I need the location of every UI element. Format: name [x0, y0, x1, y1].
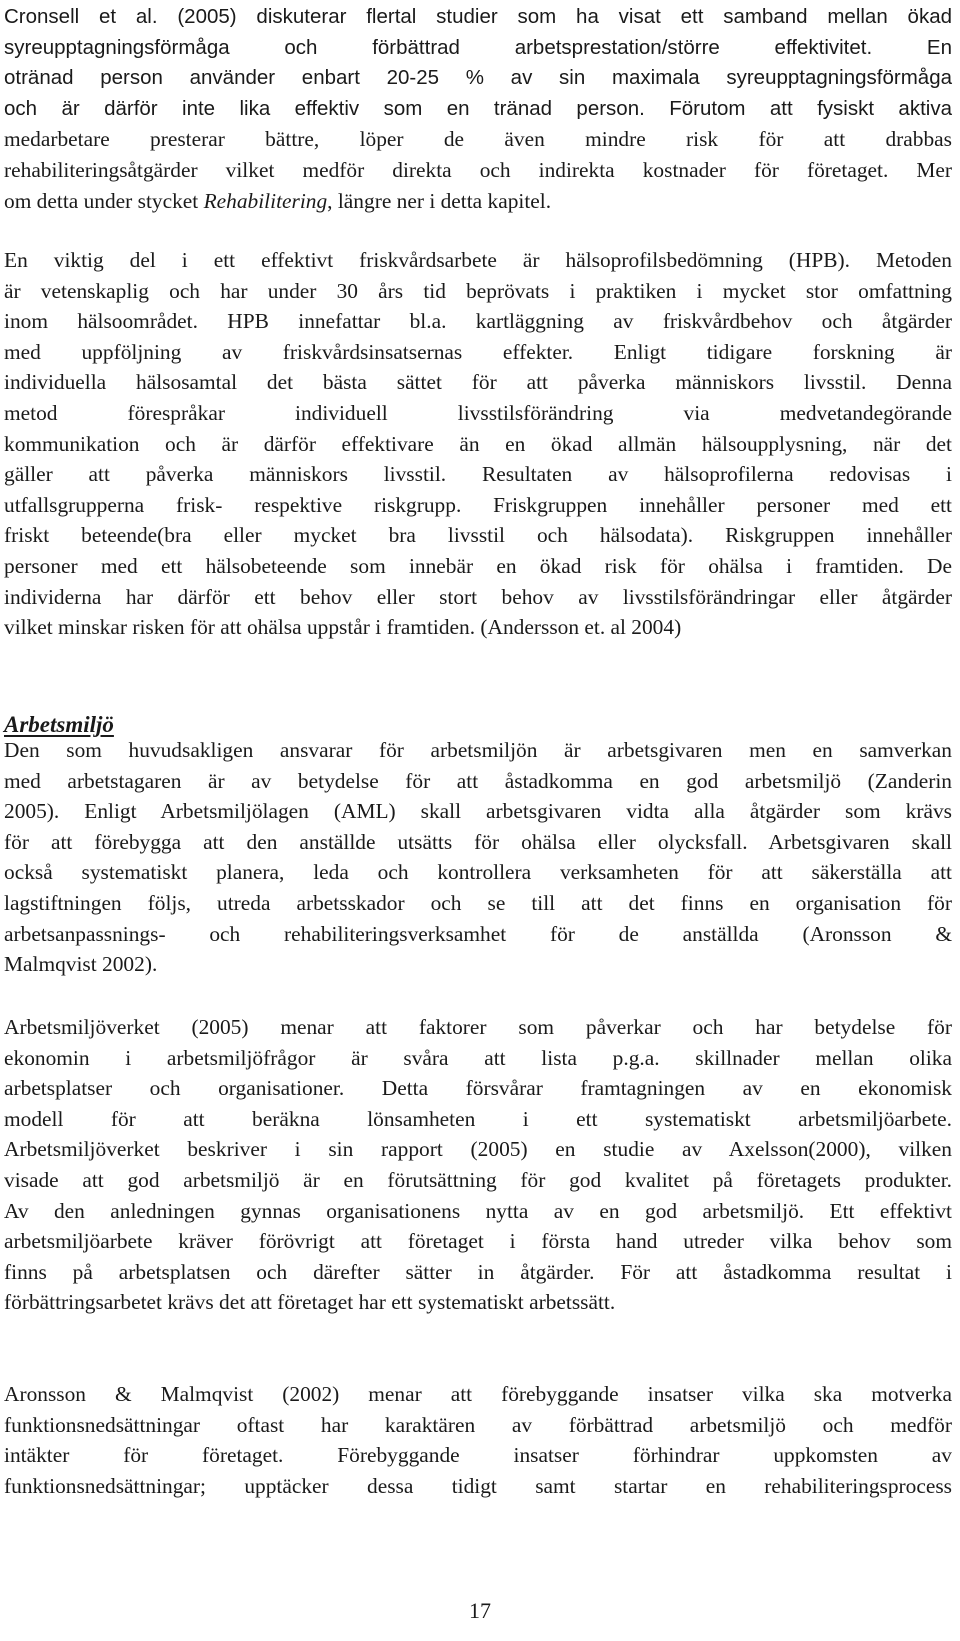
text-line: också systematiskt planera, leda och kontrollera verksamheten för att säkerställa att [4, 860, 952, 885]
paragraph-work-environment [4, 735, 952, 980]
italic-reference: Rehabilitering [203, 188, 328, 213]
text-line: individerna har därför ett behov eller stort behov av livsstilsförändringar eller åtgärder [4, 584, 952, 609]
text-line: intäkter för företaget. Förebyggande insatser förhindrar uppkomsten av [4, 1443, 952, 1468]
text-line: för att förebygga att den anställde utsätts för ohälsa eller olycksfall. Arbetsgivaren skall [4, 829, 952, 854]
page-number: 17 [469, 1598, 491, 1623]
text-line: med arbetstagaren är av betydelse för att åstadkomma en god arbetsmiljö (Zanderin [4, 768, 952, 793]
text-line: vilket minskar risken för att ohälsa uppstår i framtiden. (Andersson et. al 2004) [4, 615, 682, 640]
text-line: modell för att beräkna lönsamheten i ett systematiskt arbetsmiljöarbete. [4, 1106, 952, 1131]
paragraph-exercise-capacity [4, 2, 952, 216]
paragraph-work-environment-authority [4, 1012, 952, 1318]
text-line: Den som huvudsakligen ansvarar för arbetsmiljön är arbetsgivaren men en samverkan [4, 738, 952, 762]
text-line: förbättringsarbetet krävs det att företaget har ett systematiskt arbetssätt. [4, 1290, 616, 1315]
text-line: medarbetare presterar bättre, löper de även mindre risk för att drabbas [4, 127, 952, 152]
text-line: lagstiftningen följs, utreda arbetsskador och se till att det finns en organisation för [4, 890, 952, 915]
paragraph-health-profile [4, 245, 952, 643]
text-line: gäller att påverka människors livsstil. Resultaten av hälsoprofilerna redovisas i [4, 462, 952, 487]
text-line: utfallsgrupperna frisk- respektive riskgrupp. Friskgruppen innehåller personer med ett [4, 492, 952, 517]
text-line: otränad person använder enbart 20-25 % av sin maximala syreupptagningsförmåga [4, 66, 952, 90]
text-line: Aronsson & Malmqvist (2002) menar att förebyggande insatser vilka ska motverka [4, 1382, 952, 1406]
text-line: individuella hälsosamtal det bästa sättet för att påverka människors livsstil. Denna [4, 370, 952, 395]
text-line: 2005). Enligt Arbetsmiljölagen (AML) skall arbetsgivaren vidta alla åtgärder som krävs [4, 799, 952, 824]
section-heading: Arbetsmiljö [4, 712, 114, 737]
paragraph-preventive-measures [4, 1379, 952, 1501]
text-line: friskt beteende(bra eller mycket bra livsstil och hälsodata). Riskgruppen innehåller [4, 523, 952, 548]
text-line: funktionsnedsättningar; upptäcker dessa tidigt samt startar en rehabiliteringsprocess [4, 1473, 952, 1498]
text-line: ekonomin i arbetsmiljöfrågor är svåra att lista p.g.a. skillnader mellan olika [4, 1045, 952, 1070]
text-line: arbetsplatser och organisationer. Detta försvårar framtagningen av en ekonomisk [4, 1076, 952, 1101]
text-line: Arbetsmiljöverket (2005) menar att faktorer som påverkar och har betydelse för [4, 1015, 952, 1039]
text-line: Cronsell et al. (2005) diskuterar flertal studier som ha visat ett samband mellan ökad [4, 5, 952, 28]
text-line: finns på arbetsplatsen och därefter sätter in åtgärder. För att åstadkomma resultat i [4, 1259, 952, 1284]
text-line: arbetsanpassnings- och rehabiliteringsverksamhet för de anställda (Aronsson & [4, 921, 952, 946]
text-line: arbetsmiljöarbete kräver förövrigt att företaget i första hand utreder vilka behov som [4, 1229, 952, 1254]
text-line: rehabiliteringsåtgärder vilket medför direkta och indirekta kostnader för företaget. Mer [4, 157, 952, 182]
text-line: personer med ett hälsobeteende som innebär en ökad risk för ohälsa i framtiden. De [4, 553, 952, 578]
text-line: med uppföljning av friskvårdsinsatsernas effekter. Enligt tidigare forskning är [4, 339, 952, 364]
text-line: syreupptagningsförmåga och förbättrad arbetsprestation/större effektivitet. En [4, 35, 952, 59]
text-line: funktionsnedsättningar oftast har karaktären av förbättrad arbetsmiljö och medför [4, 1412, 952, 1437]
text-line: och är därför inte lika effektiv som en tränad person. Förutom att fysiskt aktiva [4, 96, 952, 120]
text-line: metod förespråkar individuell livsstilsförändring via medvetandegörande [4, 400, 952, 425]
text-line: inom hälsoområdet. HPB innefattar bl.a. kartläggning av friskvårdbehov och åtgärder [4, 309, 952, 334]
text-run: , längre ner i detta kapitel. [327, 188, 552, 213]
text-line: visade att god arbetsmiljö är en förutsättning för god kvalitet på företagets produkter. [4, 1167, 952, 1192]
text-line: Av den anledningen gynnas organisationens nytta av en god arbetsmiljö. Ett effektivt [4, 1198, 952, 1223]
text-line: kommunikation och är därför effektivare än en ökad allmän hälsoupplysning, när det [4, 431, 952, 456]
text-line: Malmqvist 2002). [4, 952, 158, 977]
text-line [4, 186, 952, 217]
text-line: är vetenskaplig och har under 30 års tid beprövats i praktiken i mycket stor omfattning [4, 278, 952, 303]
text-line: En viktig del i ett effektivt friskvårdsarbete är hälsoprofilsbedömning (HPB). Metoden [4, 248, 952, 272]
text-line: Arbetsmiljöverket beskriver i sin rapport (2005) en studie av Axelsson(2000), vilken [4, 1137, 952, 1162]
text-run: om detta under stycket [4, 188, 204, 213]
